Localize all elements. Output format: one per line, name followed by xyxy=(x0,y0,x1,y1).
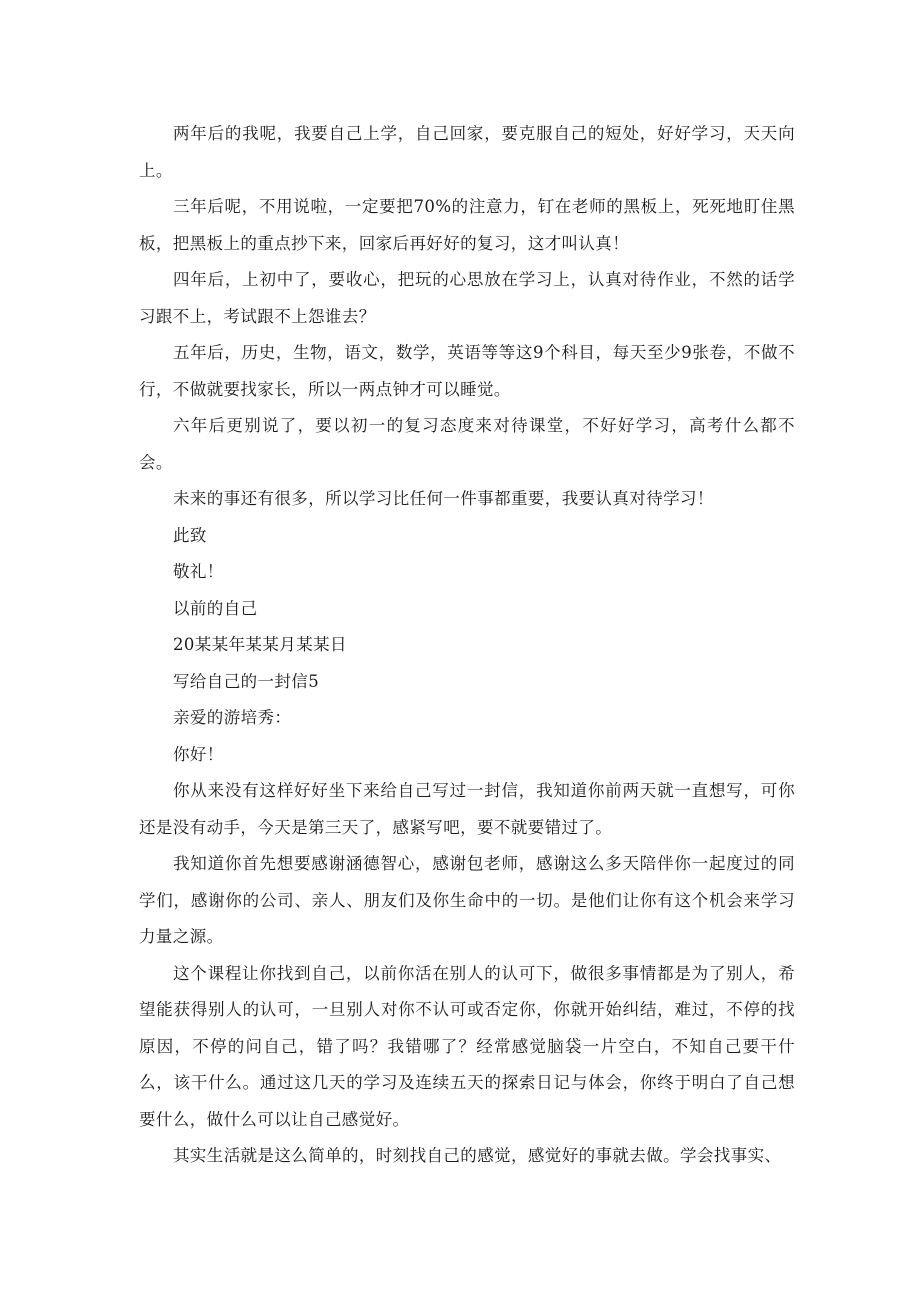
paragraph-two-years-later: 两年后的我呢，我要自己上学，自己回家，要克服自己的短处，好好学习，天天向上。 xyxy=(139,124,795,180)
letter-body xyxy=(139,116,795,1175)
paragraph-five-years-later: 五年后，历史，生物，语文，数学，英语等等这9个科目，每天至少9张卷，不做不行，不做就要找家长，所以一两点钟才可以睡觉。 xyxy=(139,343,795,399)
salutation: 亲爱的游培秀： xyxy=(173,708,292,727)
paragraph-simple-life: 其实生活就是这么简单的，时刻找自己的感觉，感觉好的事就去做。学会找事实、 xyxy=(173,1146,782,1165)
paragraph-three-years-later: 三年后呢，不用说啦，一定要把70%的注意力，钉在老师的黑板上，死死地盯住黑板，把黑板上的重点抄下来，回家后再好好的复习，这才叫认真！ xyxy=(139,197,795,253)
greeting: 你好！ xyxy=(173,744,224,764)
letter-date: 20某某年某某月某某日 xyxy=(173,635,347,654)
paragraph-gratitude: 我知道你首先想要感谢涵德智心，感谢包老师，感谢这么多天陪伴你一起度过的同学们，感谢你的公司、亲人、朋友们及你生命中的一切。是他们让你有这个机会来学习力量之源。 xyxy=(139,854,795,946)
closing-jingli: 敬礼！ xyxy=(173,562,224,581)
paragraph-never-written: 你从来没有这样好好坐下来给自己写过一封信，我知道你前两天就一直想写，可你还是没有动手，今天是第三天了，感紧写吧，要不就要错过了。 xyxy=(139,781,795,837)
letter-heading: 写给自己的一封信5 xyxy=(173,671,320,691)
paragraph-four-years-later: 四年后，上初中了，要收心，把玩的心思放在学习上，认真对待作业，不然的话学习跟不上，考试跟不上怨谁去？ xyxy=(139,270,795,326)
signature-past-self: 以前的自己 xyxy=(173,598,258,618)
paragraph-future: 未来的事还有很多，所以学习比任何一件事都重要，我要认真对待学习！ xyxy=(173,489,714,508)
closing-cizhi: 此致 xyxy=(173,525,207,545)
paragraph-six-years-later: 六年后更别说了，要以初一的复习态度来对待课堂，不好好学习，高考什么都不会。 xyxy=(139,416,795,472)
paragraph-course: 这个课程让你找到自己，以前你活在别人的认可下，做很多事情都是为了别人，希望能获得别人的认可，一旦别人对你不认可或否定你，你就开始纠结，难过，不停的找原因，不停的问自己，错了吗？我错哪了？经常感觉脑袋一片空白，不知自己要干什么，该干什么。通过这几天的学习及连续五天的探索日记与体会，你终于明白了自己想要什么，做什么可以让自己感觉好。 xyxy=(139,963,795,1129)
